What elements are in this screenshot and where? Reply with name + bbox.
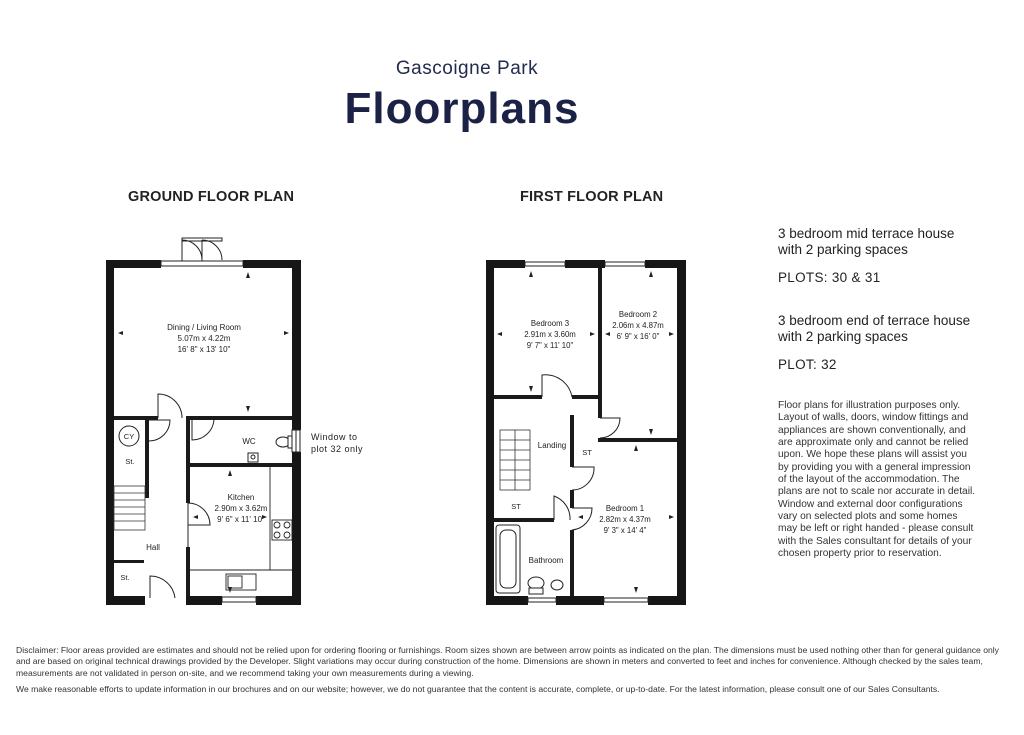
bedroom1-metric: 2.82m x 4.37m: [599, 515, 651, 524]
bedroom2-imperial: 6' 9" x 16' 0": [616, 332, 660, 341]
plot-group-2-line-2: with 2 parking spaces: [778, 329, 908, 344]
plot-group-2-description: [778, 313, 1008, 345]
bedroom1-imperial: 9' 3" x 14' 4": [603, 526, 647, 535]
first-store-label: ST: [582, 448, 592, 457]
kitchen-metric: 2.90m x 3.62m: [214, 504, 268, 513]
kitchen-label: Kitchen: [227, 493, 255, 502]
disclaimer-paragraph-2: We make reasonable efforts to update information in our brochures and on our website; however, we do not guarantee that the content is accurate, complete, or up-to-date. For the latest information, please consult one of our Sales Consultants.: [16, 684, 940, 694]
page-title: Floorplans: [344, 84, 580, 133]
ground-floor-plan: [100, 235, 390, 610]
bedroom2-label: Bedroom 2: [618, 310, 658, 319]
ground-store-label-2: St.: [120, 573, 130, 582]
window-note-line-1: Window to: [311, 432, 358, 442]
illustration-note: Floor plans for illustration purposes only. Layout of walls, doors, window fittings and appliances are shown conventionally, and are approximate only and cannot be relied upon. We hope these plans will assist you by providing you with a general impression of the layout of the accommodation. The plans are not to scale nor accurate in detail. Window and external door configurations vary on selected plots and some homes may be left or right handed - please consult with the Sales consultant for details of your chosen property prior to reservation.: [778, 400, 976, 560]
window-note-line-2: plot 32 only: [311, 444, 364, 454]
plot-group-1-plots: PLOTS: 30 & 31: [778, 270, 881, 285]
plot-group-1-line-1: 3 bedroom mid terrace house: [778, 226, 955, 241]
dining-room-label: Dining / Living Room: [167, 323, 241, 332]
first-floor-plan: [480, 250, 695, 610]
bedroom2-metric: 2.06m x 4.87m: [612, 321, 664, 330]
ground-stairs: [114, 486, 145, 530]
plot-group-1-description: [778, 226, 1008, 258]
hall-label: Hall: [146, 543, 160, 552]
ground-external-walls: [106, 260, 301, 605]
plot-group-2-plots: PLOT: 32: [778, 357, 837, 372]
bedroom3-metric: 2.91m x 3.60m: [524, 330, 576, 339]
ground-store-label: St.: [125, 457, 135, 466]
plot-group-1-line-2: with 2 parking spaces: [778, 242, 908, 257]
bedroom3-label: Bedroom 3: [530, 319, 570, 328]
wc-label: WC: [242, 437, 256, 446]
first-store-label-2: ST: [511, 502, 521, 511]
dining-room-metric: 5.07m x 4.22m: [177, 334, 231, 343]
first-stairs: [500, 430, 530, 490]
bedroom3-imperial: 9' 7" x 11' 10": [526, 341, 574, 350]
cylinder-label: CY: [123, 432, 135, 441]
development-name: Gascoigne Park: [395, 58, 539, 79]
plot-group-2-line-1: 3 bedroom end of terrace house: [778, 313, 971, 328]
disclaimer-paragraph-1: Disclaimer: Floor areas provided are estimates and should not be relied upon for ordering flooring or furnishings. Room sizes shown are between arrow points as indicated on the plan. The dimensions must be used nothing other than for general guidance only and are based on original technical drawings provided by the Developer. Slight variations may occur during construction of the home. Dimensions are shown in meters and converted to feet and inches for convenience. Although checked by the sales team, measurements are not validated in person on-site, and we recommend taking your own measurements during a viewing.: [16, 645, 999, 678]
bathroom-label: Bathroom: [528, 556, 564, 565]
ground-floor-heading: GROUND FLOOR PLAN: [128, 189, 295, 205]
bedroom1-label: Bedroom 1: [605, 504, 645, 513]
kitchen-imperial: 9' 6" x 11' 10": [217, 515, 265, 524]
landing-label: Landing: [537, 441, 567, 450]
dining-room-imperial: 16' 8" x 13' 10": [177, 345, 231, 354]
first-floor-heading: FIRST FLOOR PLAN: [520, 189, 664, 205]
